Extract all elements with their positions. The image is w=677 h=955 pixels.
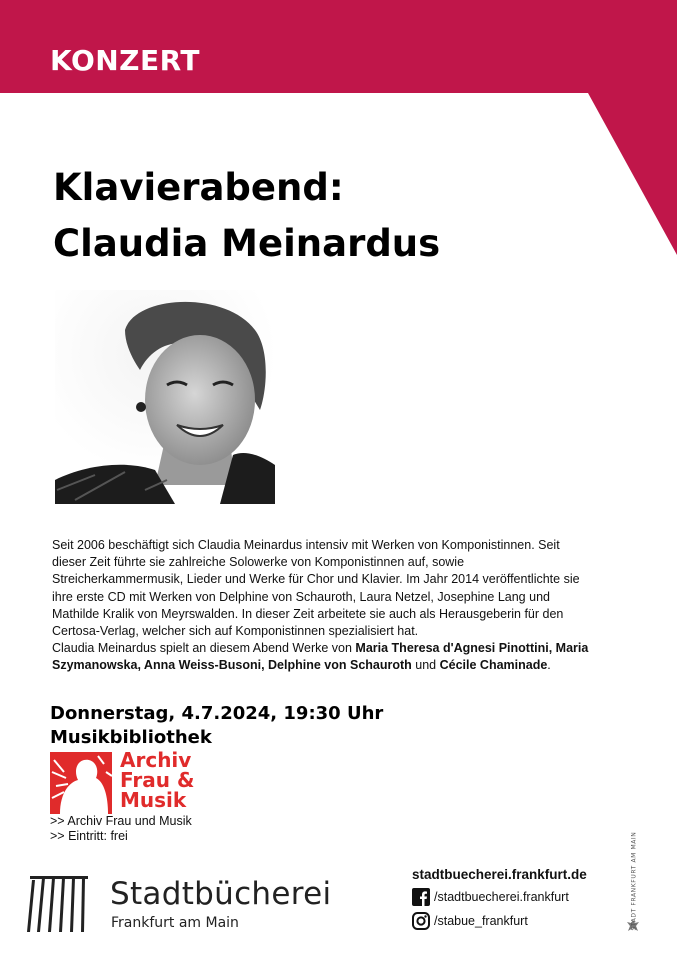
city-mark-text: STADT FRANKFURT AM MAIN: [630, 831, 638, 931]
event-description: [52, 537, 592, 675]
composers-list: Maria Theresa d'Agnesi Pinottini, Maria Szymanowska, Anna Weiss-Busoni, Delphine von Schauroth: [52, 641, 589, 673]
afm-line-2: Frau &: [120, 768, 195, 792]
city-frankfurt-mark: [624, 831, 642, 935]
facebook-icon: [412, 888, 430, 906]
archiv-link[interactable]: >> Archiv Frau und Musik: [50, 814, 192, 828]
instagram-link[interactable]: [412, 910, 587, 932]
bookshelf-icon: [26, 874, 90, 932]
title-line-2: Claudia Meinardus: [53, 222, 441, 265]
instagram-handle: /stabue_frankfurt: [434, 914, 528, 928]
facebook-link[interactable]: [412, 886, 587, 908]
instagram-icon: [412, 912, 430, 930]
bio-intro: Claudia Meinardus spielt an diesem Abend Werke von: [52, 641, 356, 656]
contact-block: [412, 866, 587, 932]
bio-paragraph-1: Seit 2006 beschäftigt sich Claudia Meinardus intensiv mit Werken von Komponistinnen. Seit dieser Zeit führte sie zahlreiche Solowerke von Komponistinnen auf, sowie Streicherkammermusik, Lieder und Werke für Chor und Klavier. Im Jahr 2014 veröffentlichte sie ihre erste CD mit Werken von Delphine von Schauroth, Laura Netzel, Josephine Lang und Mathilde Kralik von Meyrswalden. In dieser Zeit arbeitete sie auch als Herausgeberin für den Certosa-Verlag, welcher sich auf Komponistinnen spezialisiert hat.: [52, 538, 580, 639]
afm-wordmark: [120, 750, 194, 810]
afm-line-3: Musik: [120, 788, 187, 812]
info-links: [50, 814, 192, 844]
stadtbuecherei-logo[interactable]: [26, 874, 346, 934]
bio-paragraph-2: [52, 640, 592, 674]
title-line-1: Klavierabend:: [53, 166, 344, 209]
archiv-frau-musik-logo[interactable]: [50, 748, 210, 814]
page-title: [53, 160, 440, 272]
composer-last: Cécile Chaminade: [439, 658, 548, 673]
afm-figure-icon: [50, 752, 112, 814]
and-word: und: [411, 658, 440, 673]
category-label: KONZERT: [50, 44, 201, 77]
event-date-time: Donnerstag, 4.7.2024, 19:30 Uhr: [50, 703, 384, 724]
library-name: Stadtbücherei: [110, 876, 332, 912]
event-venue: Musikbibliothek: [50, 727, 212, 748]
facebook-handle: /stadtbuecherei.frankfurt: [434, 890, 569, 904]
afm-line-1: Archiv: [120, 748, 192, 772]
website-link[interactable]: stadtbuecherei.frankfurt.de: [412, 867, 587, 882]
library-location: Frankfurt am Main: [111, 915, 239, 931]
portrait-photo: [55, 290, 275, 504]
period: .: [547, 658, 551, 673]
portrait-illustration: [55, 290, 275, 504]
admission-info: >> Eintritt: frei: [50, 829, 128, 843]
